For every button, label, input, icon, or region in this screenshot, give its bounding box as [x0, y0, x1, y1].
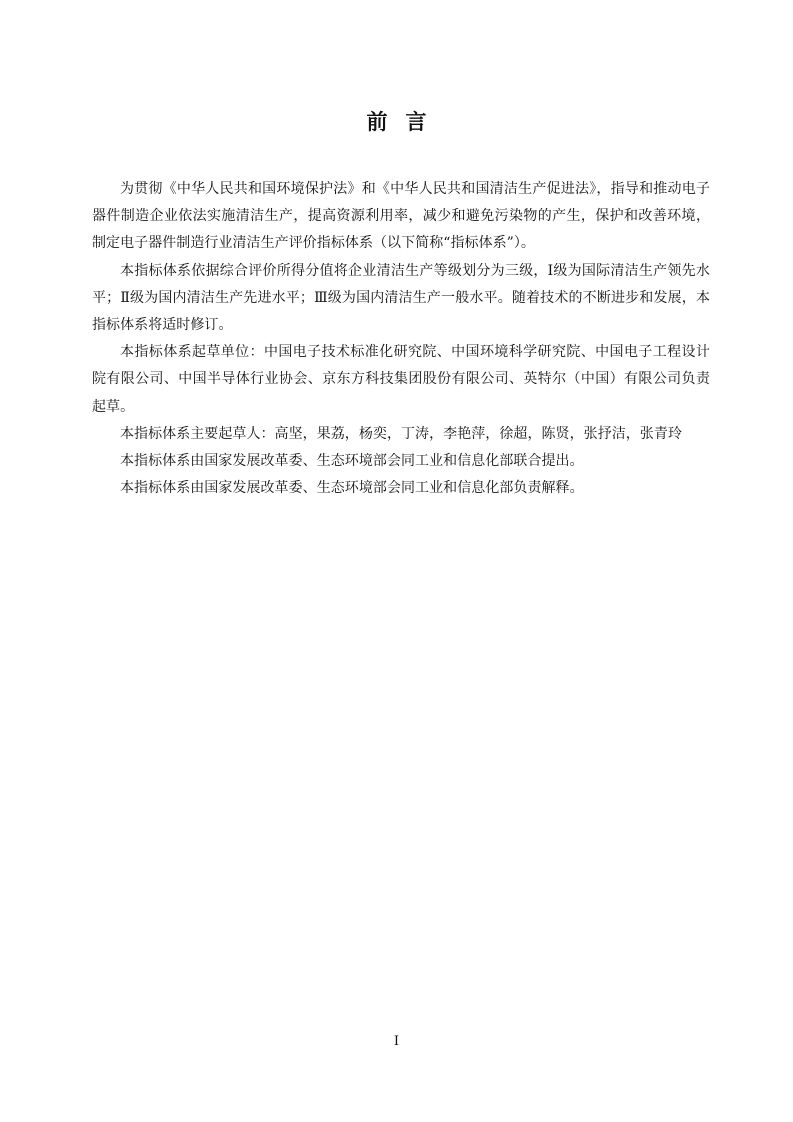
paragraph-grading: 本指标体系依据综合评价所得分值将企业清洁生产等级划分为三级，Ⅰ级为国际清洁生产领先水平；Ⅱ级为国内清洁生产先进水平；Ⅲ级为国内清洁生产一般水平。随着技术的不断进步和发展，本指标体系将适时修订。: [92, 262, 710, 334]
paragraph-drafters: 本指标体系主要起草人：高坚，果荔，杨奕，丁涛，李艳萍，徐超，陈贤，张抒洁，张青玲: [120, 425, 682, 442]
paragraph-proposed-by: 本指标体系由国家发展改革委、生态环境部会同工业和信息化部联合提出。: [120, 453, 584, 470]
document-title: 前言: [366, 110, 445, 134]
paragraph-interpreted-by: 本指标体系由国家发展改革委、生态环境部会同工业和信息化部负责解释。: [120, 480, 584, 497]
paragraph-drafting-units: 本指标体系起草单位：中国电子技术标准化研究院、中国环境科学研究院、中国电子工程设计院有限公司、中国半导体行业协会、京东方科技集团股份有限公司、英特尔（中国）有限公司负责起草。: [92, 344, 710, 415]
preface-body: [92, 176, 710, 502]
page-number: I: [393, 1034, 400, 1049]
paragraph-purpose: 为贯彻《中华人民共和国环境保护法》和《中华人民共和国清洁生产促进法》，指导和推动电子器件制造企业依法实施清洁生产，提高资源利用率，减少和避免污染物的产生，保护和改善环境，制定电子器件制造行业清洁生产评价指标体系（以下简称“指标体系”）。: [92, 181, 710, 252]
